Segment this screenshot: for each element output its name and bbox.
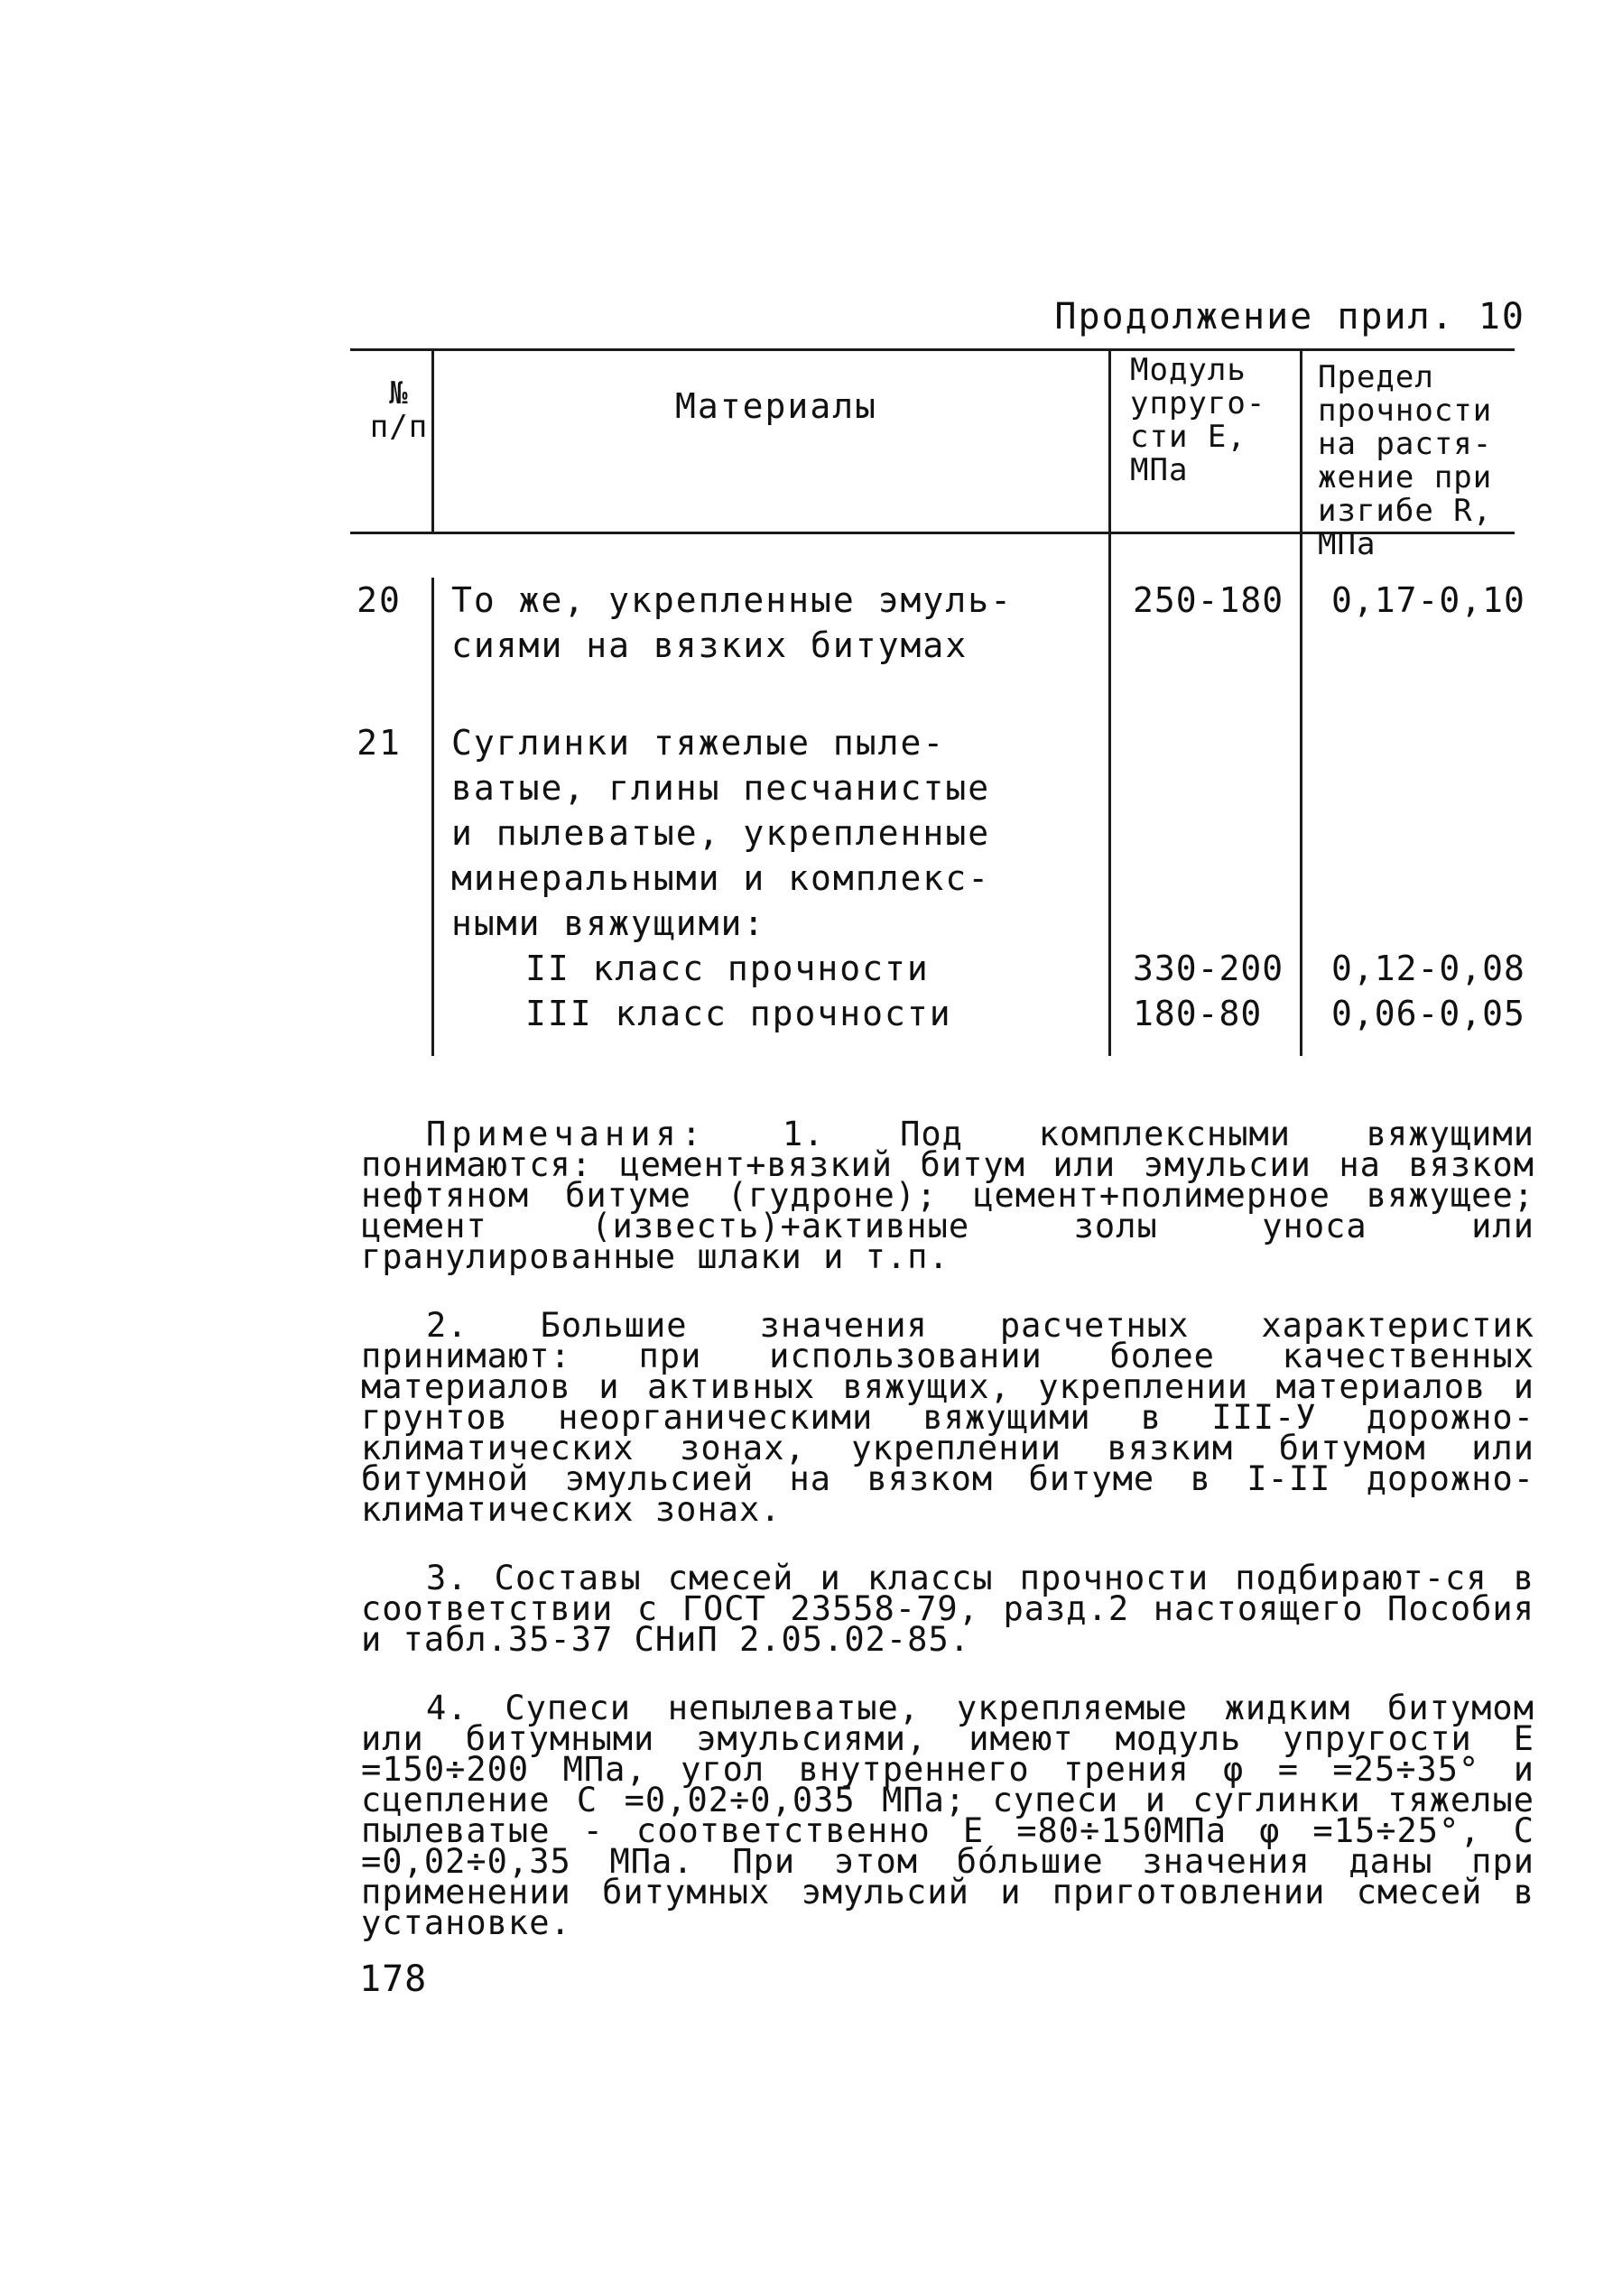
- notes-section: [361, 1115, 1534, 1977]
- note-1: Примечания: 1. Под комплексными вяжущими понимаются: цемент+вязкий битум или эмульсии на вязком нефтяном битуме (гудроне); цемент+полимерное вяжущее; цемент (известь)+активные золы уноса или гранулированные шлаки и т.п.: [361, 1115, 1534, 1276]
- col-divider-1-body: [431, 578, 434, 1056]
- header-num: № п/п: [369, 375, 429, 445]
- note-2: 2. Большие значения расчетных характеристик принимают: при использовании более качественных материалов и активных вяжущих, укреплении материалов и грунтов неорганическими вяжущими в III-У дорожно-климатических зонах, укреплении вязким битумом или битумной эмульсией на вязком битуме в I-II дорожно-климатических зонах.: [361, 1306, 1534, 1529]
- row-20-material: То же, укрепленные эмуль- сиями на вязких битумах: [451, 580, 1013, 665]
- row-21-class-3-modulus: 180-80: [1133, 994, 1263, 1033]
- row-20-modulus: 250-180: [1133, 580, 1284, 620]
- page-number: 178: [359, 1958, 428, 2000]
- row-20-num: 20: [357, 580, 402, 620]
- note-3: 3. Составы смесей и классы прочности подбирают-ся в соответствии с ГОСТ 23558-79, разд.2 настоящего Пособия и табл.35-37 СНиП 2.05.02-85.: [361, 1559, 1534, 1659]
- header-modulus: Модуль упруго- сти Е, МПа: [1130, 352, 1266, 488]
- row-20-strength: 0,17-0,10: [1331, 580, 1525, 620]
- row-21-class-3-strength: 0,06-0,05: [1331, 994, 1525, 1033]
- note-4: 4. Супеси непылеватые, укрепляемые жидким битумом или битумными эмульсиями, имеют модуль упругости Е =150÷200 МПа, угол внутреннего трения φ = =25÷35° и сцепление С =0,02÷0,035 МПа; супеси и суглинки тяжелые пылеватые - соответственно Е =80÷150МПа φ =15÷25°, С =0,02÷0,35 МПа. При этом бóльшие значения даны при применении битумных эмульсий и приготовлении смесей в установке.: [361, 1689, 1534, 1942]
- table-top-rule: [350, 348, 1515, 351]
- table-caption: Продолжение прил. 10: [1054, 296, 1525, 338]
- header-materials: Материалы: [675, 386, 877, 426]
- row-21-class-2-strength: 0,12-0,08: [1331, 949, 1525, 988]
- row-21-material: Суглинки тяжелые пыле- ватые, глины песчанистые и пылеватые, укрепленные минеральными и комплекс- ными вяжущими: II класс прочности III класс прочности: [451, 720, 1119, 1036]
- notes-heading: Примечания:: [426, 1115, 708, 1153]
- row-21-class-3-label: III класс прочности: [525, 994, 952, 1033]
- header-strength: Предел прочности на растя- жение при изгибе R, МПа: [1318, 359, 1493, 562]
- row-21-class-2-label: II класс прочности: [525, 949, 930, 988]
- row-21-class-2-modulus: 330-200: [1133, 949, 1284, 988]
- row-21-num: 21: [357, 723, 402, 763]
